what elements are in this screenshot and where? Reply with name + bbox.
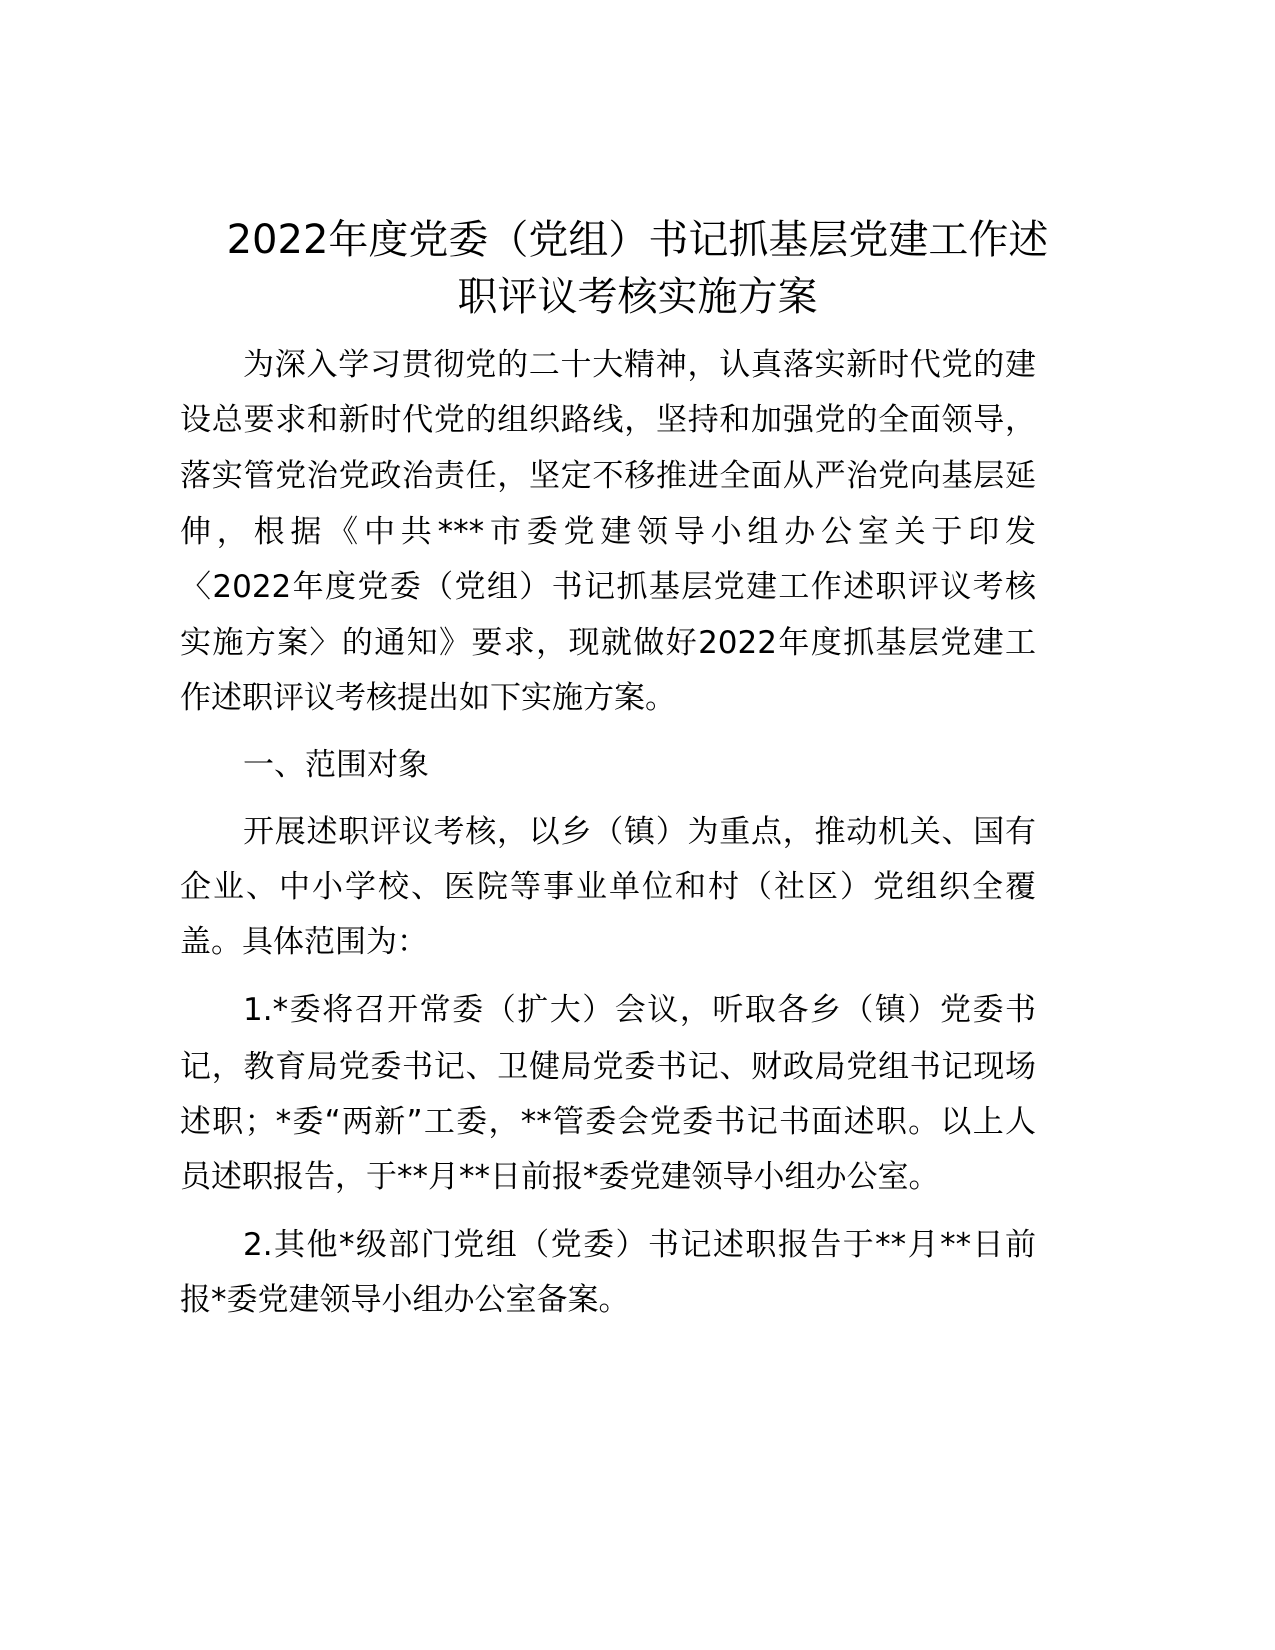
text-line: 为深入学习贯彻党的二十大精神，认真落实新时代党的建 — [243, 347, 1036, 383]
text-line: 实施方案〉的通知》要求，现就做好2022年度抓基层党建工 — [180, 625, 1036, 661]
text-line: 述职；*委“两新”工委，**管委会党委书记书面述职。以上人 — [180, 1104, 1036, 1140]
text-line: 开展述职评议考核，以乡（镇）为重点，推动机关、国有 — [243, 814, 1036, 850]
document-title-line-2: 职评议考核实施方案 — [457, 274, 818, 320]
text-line: 盖。具体范围为： — [180, 924, 428, 960]
text-line: 作述职评议考核提出如下实施方案。 — [180, 680, 676, 716]
text-line: 落实管党治党政治责任，坚定不移推进全面从严治党向基层延 — [180, 458, 1036, 494]
document-title-line-1: 2022年度党委（党组）书记抓基层党建工作述 — [226, 217, 1049, 263]
text-line: 〈2022年度党委（党组）书记抓基层党建工作述职评议考核 — [180, 569, 1036, 605]
text-line: 企业、中小学校、医院等事业单位和村（社区）党组织全覆 — [180, 869, 1036, 905]
section-heading: 一、范围对象 — [243, 747, 429, 783]
text-line: 员述职报告，于**月**日前报*委党建领导小组办公室。 — [180, 1159, 940, 1195]
text-line: 2.其他*级部门党组（党委）书记述职报告于**月**日前 — [243, 1227, 1036, 1263]
text-line: 1.*委将召开常委（扩大）会议，听取各乡（镇）党委书 — [243, 992, 1036, 1028]
text-line: 报*委党建领导小组办公室备案。 — [180, 1282, 630, 1318]
text-line: 伸，根据《中共***市委党建领导小组办公室关于印发 — [180, 514, 1036, 550]
text-line: 设总要求和新时代党的组织路线，坚持和加强党的全面领导， — [180, 402, 1036, 438]
text-line: 记，教育局党委书记、卫健局党委书记、财政局党组书记现场 — [180, 1049, 1036, 1085]
